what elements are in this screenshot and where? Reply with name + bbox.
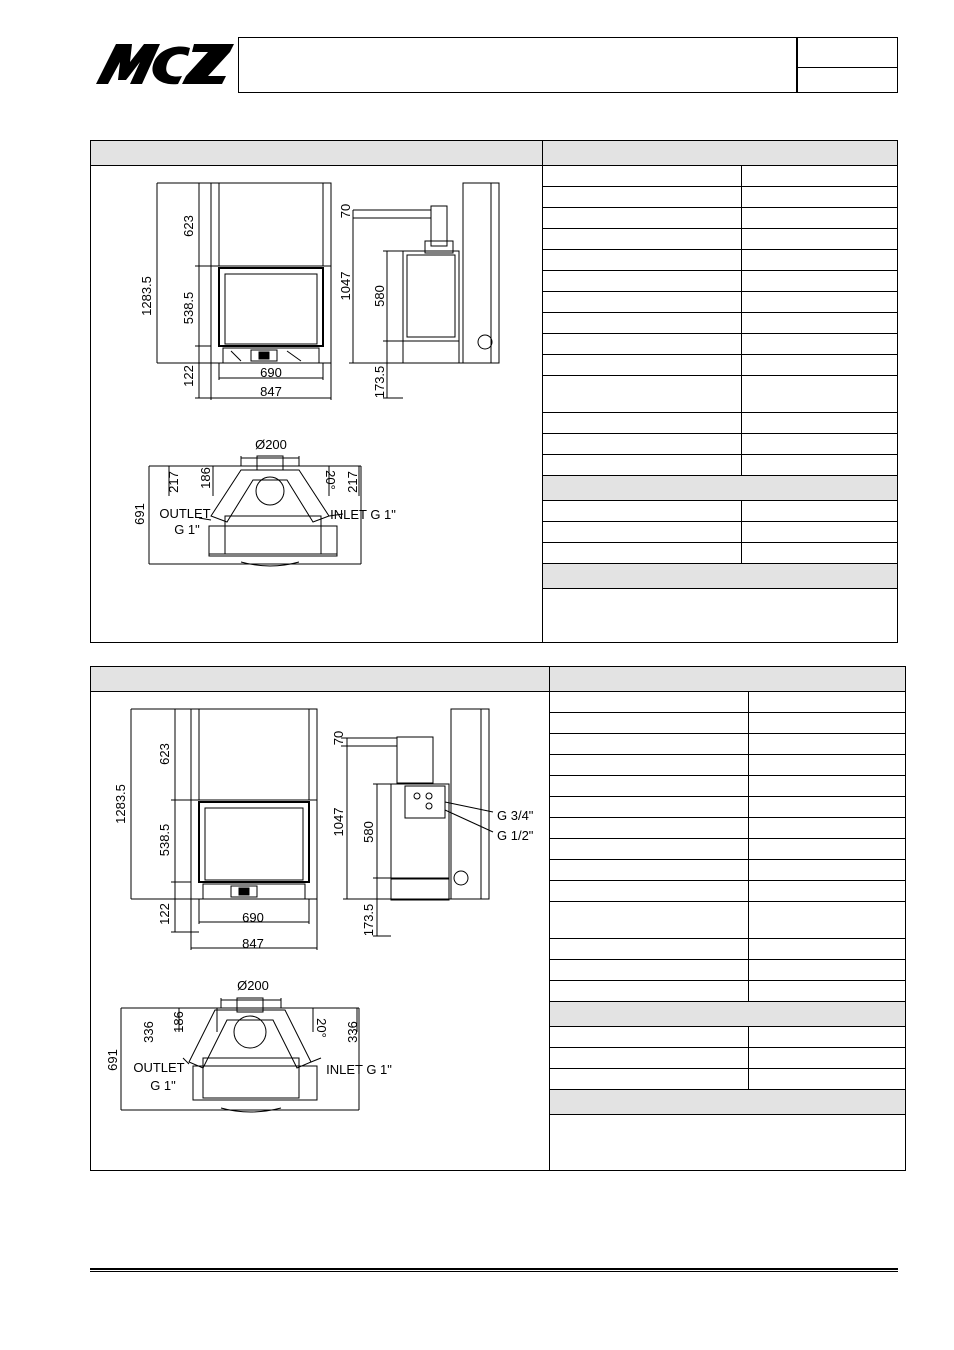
dim-left-offset-2: 336 xyxy=(141,1021,156,1043)
spec-row xyxy=(543,208,897,229)
dim-right-offset-1: 217 xyxy=(345,471,360,493)
spec-label-cell xyxy=(543,543,742,563)
spec-label-cell xyxy=(550,881,749,901)
spec-row xyxy=(543,376,897,413)
dim-flue-1: 70 xyxy=(338,203,353,219)
dim-flue-diameter-2: Ø200 xyxy=(237,978,269,993)
spec-row xyxy=(550,1027,905,1048)
spec-label-cell xyxy=(543,355,742,375)
spec-label-cell xyxy=(543,229,742,249)
dim-flue-offset-2: 186 xyxy=(171,1011,186,1033)
spec-label-cell xyxy=(550,797,749,817)
dim-left-offset-1: 217 xyxy=(166,471,181,493)
dim-side-height-1: 1047 xyxy=(338,271,353,301)
spec-label-cell xyxy=(550,776,749,796)
spec-row xyxy=(550,902,905,939)
spec-label-cell xyxy=(543,455,742,475)
section2-technical-drawing xyxy=(91,692,549,1170)
dim-total-width-2: 847 xyxy=(242,936,264,951)
spec-row xyxy=(550,776,905,797)
spec-row xyxy=(550,860,905,881)
spec-row xyxy=(550,1069,905,1090)
spec-section-header xyxy=(543,476,897,501)
spec-label-cell xyxy=(550,1069,749,1089)
dim-total-width-1: 847 xyxy=(260,384,282,399)
spec-row xyxy=(543,229,897,250)
spec-row xyxy=(550,939,905,960)
spec-label-cell xyxy=(550,839,749,859)
spec-row xyxy=(550,960,905,981)
spec-row xyxy=(550,692,905,713)
spec-label-cell xyxy=(543,187,742,207)
spec-label-cell xyxy=(550,960,749,980)
spec-row xyxy=(543,501,897,522)
section1-technical-drawing xyxy=(91,166,542,642)
dim-side-height-2: 1047 xyxy=(331,807,346,837)
outlet-label-1: OUTLET xyxy=(159,506,211,521)
inlet-label-1: INLET G 1" xyxy=(330,507,396,522)
dim-total-height-1: 1283.5 xyxy=(139,276,154,316)
spec-row xyxy=(543,455,897,476)
spec-row xyxy=(543,543,897,564)
spec-label-cell xyxy=(550,1048,749,1068)
spec-label-cell xyxy=(543,434,742,454)
spec-row xyxy=(550,713,905,734)
spec-row xyxy=(550,981,905,1002)
spec-row xyxy=(543,271,897,292)
spec-label-cell xyxy=(550,755,749,775)
spec-label-cell xyxy=(550,860,749,880)
spec-label-cell xyxy=(543,166,742,186)
spec-label-cell xyxy=(550,939,749,959)
spec-label-cell xyxy=(543,501,742,521)
dim-total-height-2: 1283.5 xyxy=(113,784,128,824)
spec-row xyxy=(543,250,897,271)
spec-section-header xyxy=(550,1002,905,1027)
spec-row xyxy=(550,797,905,818)
dim-bottom-1: 122 xyxy=(181,365,196,387)
dim-flue-diameter-1: Ø200 xyxy=(255,437,287,452)
spec-row xyxy=(543,313,897,334)
outlet-size-1: G 1" xyxy=(174,522,200,537)
fitting-b-label: G 1/2" xyxy=(497,828,534,843)
outlet-label-2: OUTLET xyxy=(133,1060,185,1075)
spec-label-cell xyxy=(550,818,749,838)
footer-rule xyxy=(90,1268,898,1272)
spec-label-cell xyxy=(543,313,742,333)
spec-row xyxy=(543,166,897,187)
dim-angle-2: 20° xyxy=(314,1018,329,1038)
dim-glass-2: 538.5 xyxy=(157,823,172,857)
spec-section-header xyxy=(550,1090,905,1115)
spec-row xyxy=(550,839,905,860)
spec-label-cell xyxy=(550,713,749,733)
dim-glass-width-2: 690 xyxy=(242,910,264,925)
section2-spec-table xyxy=(549,691,906,1171)
dim-flue-offset-1: 186 xyxy=(198,467,213,489)
dim-glass-width-1: 690 xyxy=(260,365,282,380)
dim-side-inner-1: 580 xyxy=(372,285,387,307)
dim-side-base-1: 173.5 xyxy=(372,365,387,399)
dim-upper-1: 623 xyxy=(181,215,196,237)
fitting-a-label: G 3/4" xyxy=(497,808,534,823)
header-title-box xyxy=(238,37,798,93)
section1-drawing-header xyxy=(90,140,543,166)
section2-spec-header xyxy=(549,666,906,692)
spec-label-cell xyxy=(543,334,742,354)
dim-flue-2: 70 xyxy=(331,730,346,746)
spec-row xyxy=(543,522,897,543)
spec-label-cell xyxy=(543,250,742,270)
spec-row xyxy=(550,734,905,755)
dim-depth-1: 691 xyxy=(132,503,147,525)
spec-row xyxy=(550,1048,905,1069)
spec-section-header xyxy=(543,564,897,589)
spec-row xyxy=(543,187,897,208)
dim-bottom-2: 122 xyxy=(157,903,172,925)
dim-angle-1: 20° xyxy=(323,470,338,490)
outlet-size-2: G 1" xyxy=(150,1078,176,1093)
spec-row xyxy=(550,755,905,776)
spec-label-cell xyxy=(543,413,742,433)
spec-row xyxy=(543,355,897,376)
spec-row xyxy=(543,413,897,434)
spec-label-cell xyxy=(543,522,742,542)
spec-label-cell xyxy=(550,734,749,754)
spec-label-cell xyxy=(550,692,749,712)
inlet-label-2: INLET G 1" xyxy=(326,1062,392,1077)
mcz-logo xyxy=(94,40,236,88)
section1-spec-header xyxy=(542,140,898,166)
spec-label-cell xyxy=(543,376,742,412)
spec-label-cell xyxy=(543,208,742,228)
dim-right-offset-2: 336 xyxy=(345,1021,360,1043)
dim-depth-2: 691 xyxy=(105,1049,120,1071)
header-page-box xyxy=(796,67,898,93)
top-view-drawing xyxy=(121,998,359,1112)
dim-glass-1: 538.5 xyxy=(181,291,196,325)
dim-side-inner-2: 580 xyxy=(361,821,376,843)
spec-label-cell xyxy=(543,271,742,291)
spec-row xyxy=(543,334,897,355)
section2-drawing-header xyxy=(90,666,550,692)
spec-row xyxy=(543,292,897,313)
spec-label-cell xyxy=(543,292,742,312)
dim-side-base-2: 173.5 xyxy=(361,903,376,937)
spec-row xyxy=(550,881,905,902)
spec-label-cell xyxy=(550,1027,749,1047)
section1-spec-table xyxy=(542,165,898,643)
dim-upper-2: 623 xyxy=(157,743,172,765)
spec-row xyxy=(543,434,897,455)
header-code-box xyxy=(796,37,898,68)
spec-row xyxy=(550,818,905,839)
spec-label-cell xyxy=(550,902,749,938)
spec-label-cell xyxy=(550,981,749,1001)
